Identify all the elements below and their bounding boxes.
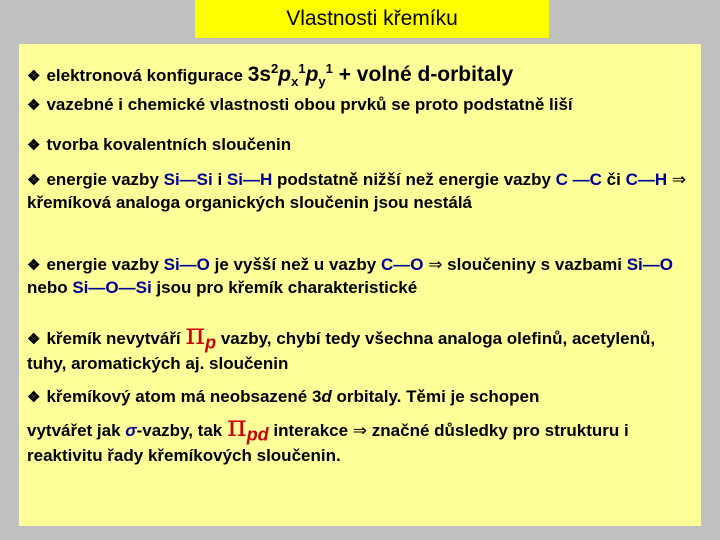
diamond-bullet-icon: ❖ <box>27 172 41 189</box>
bullet-d-orbitals-cont: vytvářet jak σ-vazby, tak $\pi_{pd}$ interakce ⇒ značné důsledky pro strukturu i reaktivitu řady křemíkových sloučenin. <box>27 409 629 466</box>
bullet-bond-energy-si: ❖ energie vazby Si—Si i Si—H podstatně nižší než energie vazby C —C či C—H ⇒ křemíková analoga organických sloučenin jsou nestálá <box>27 170 687 212</box>
diamond-bullet-icon: ❖ <box>27 257 41 274</box>
bullet-d-orbitals: ❖ křemíkový atom má neobsazené 3d orbitaly. Těmi je schopen <box>27 387 540 406</box>
bullet-covalent: ❖ tvorba kovalentních sloučenin <box>27 135 292 154</box>
diamond-bullet-icon: ❖ <box>27 331 41 348</box>
diamond-bullet-icon: ❖ <box>27 68 41 85</box>
bullet-properties: ❖ vazebné i chemické vlastnosti obou prvků se proto podstatně liší <box>27 95 573 114</box>
content-panel <box>19 44 701 526</box>
bullet-pi-bonds: ❖ křemík nevytváří $\pi_p$ vazby, chybí tedy všechna analoga olefinů, acetylenů, tuhy, aromatických aj. sloučenin <box>27 317 656 374</box>
implies-arrow-icon: ⇒ <box>671 170 687 190</box>
diamond-bullet-icon: ❖ <box>27 389 41 406</box>
diamond-bullet-icon: ❖ <box>27 137 41 154</box>
bullet-electron-config: ❖ elektronová konfigurace $3s^2p_x^1p_y^1$ + volné d-orbitaly <box>27 61 514 90</box>
diamond-bullet-icon: ❖ <box>27 97 41 114</box>
implies-arrow-icon: ⇒ <box>352 421 368 441</box>
implies-arrow-icon: ⇒ <box>428 255 443 275</box>
slide-title: Vlastnosti křemíku <box>195 0 549 38</box>
bullet-bond-energy-sio: ❖ energie vazby Si—O je vyšší než u vazby C—O ⇒ sloučeniny s vazbami Si—O nebo Si—O—Si jsou pro křemík charakteristické <box>27 255 673 297</box>
